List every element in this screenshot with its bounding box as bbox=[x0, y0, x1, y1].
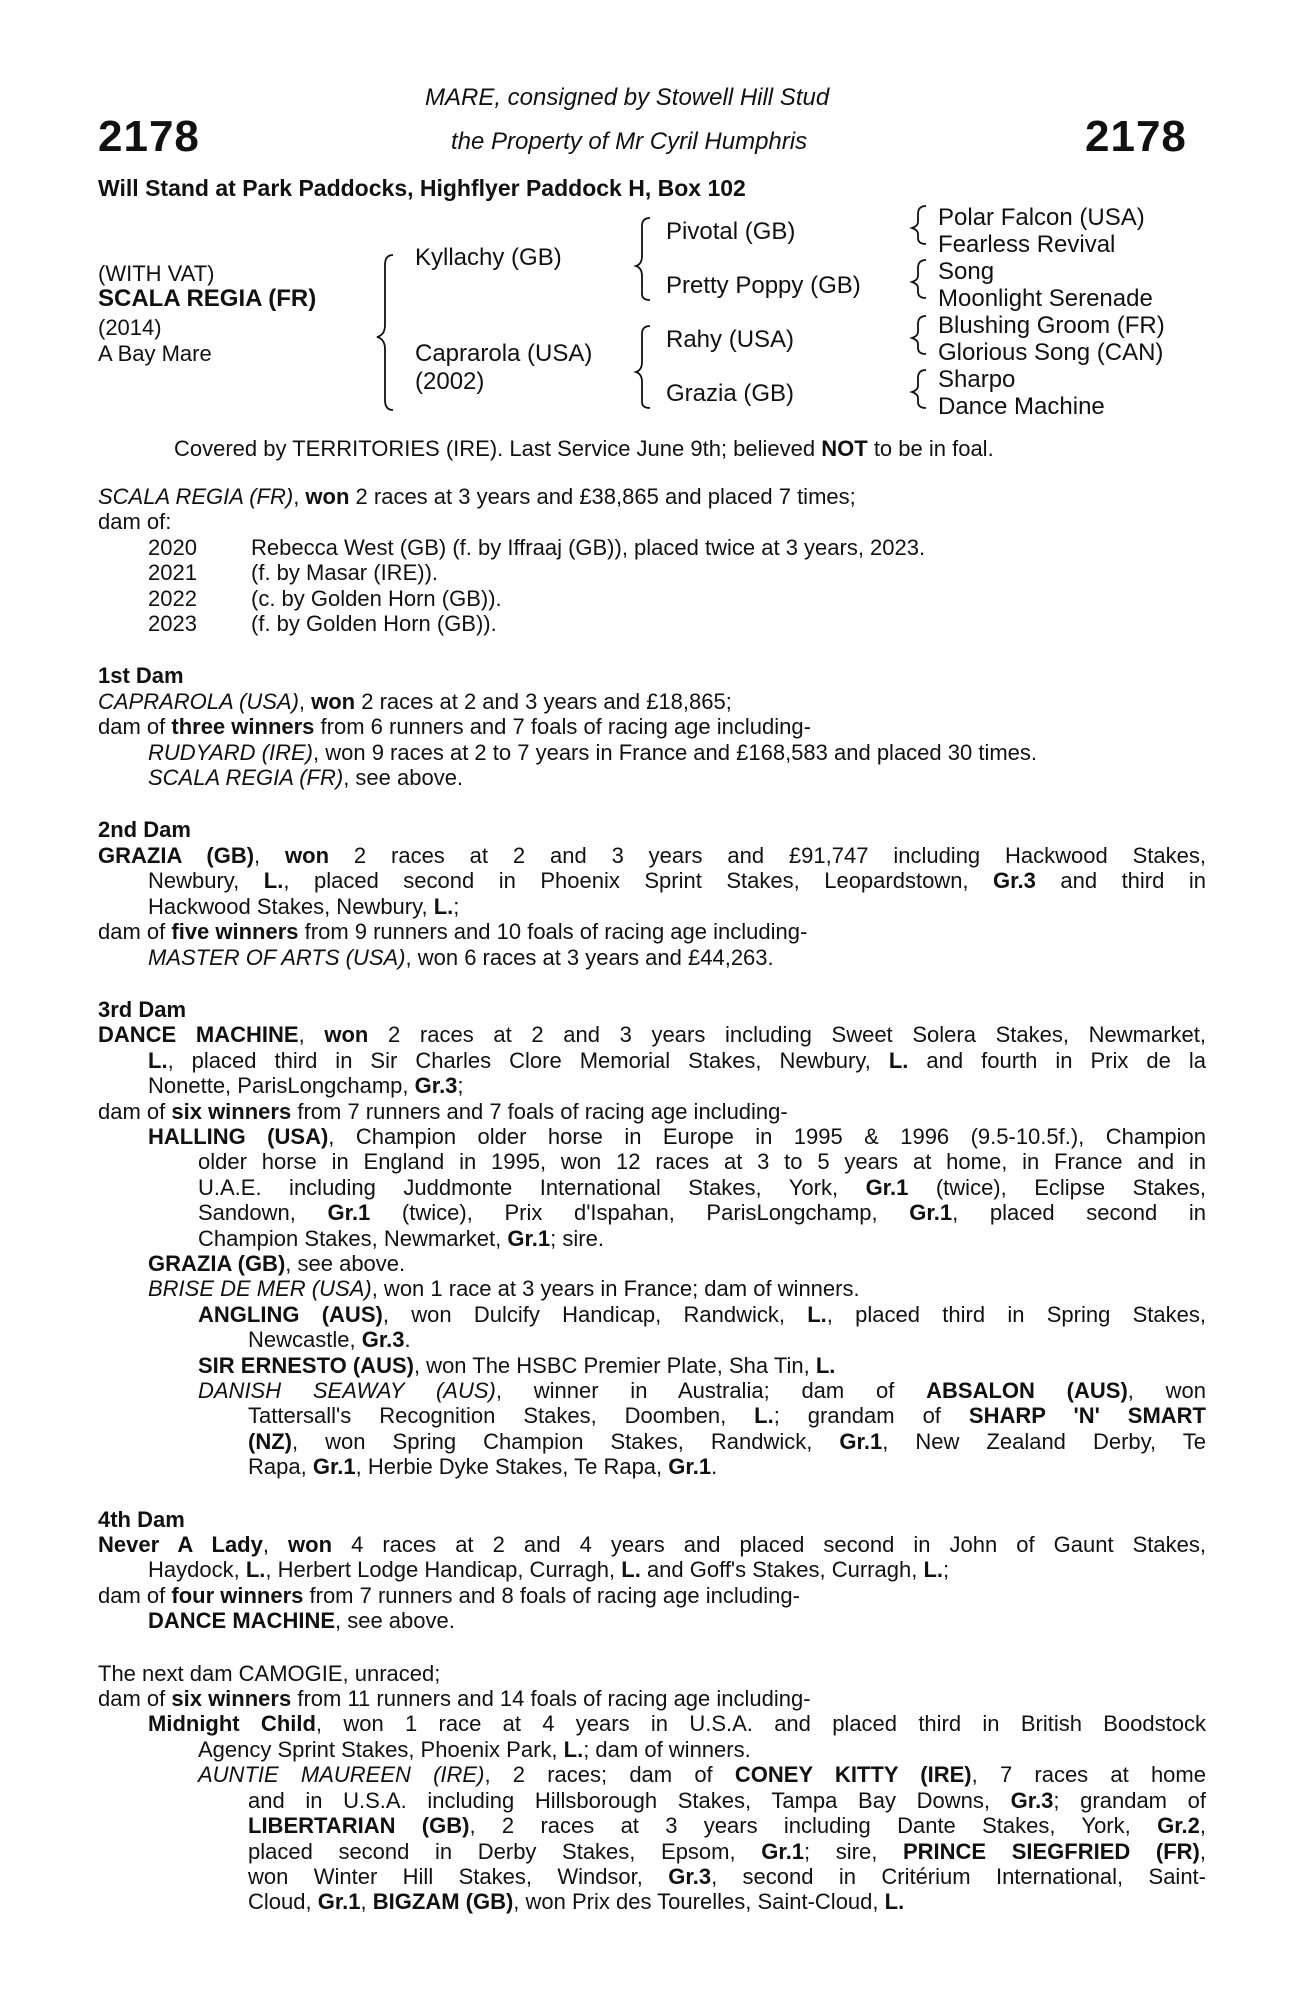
gg-sdd: Moonlight Serenade bbox=[938, 285, 1153, 312]
catalogue-body bbox=[98, 484, 1206, 1915]
section-heading: 2nd Dam bbox=[98, 817, 191, 843]
fourth-dam-section: 4th Dam Never A Lady, won 4 races at 2 and 4 years and placed second in John of Gaunt Stakes, Haydock, L., Herbert Lodge Handicap, Curragh, L. and Goff's Stakes, Curragh, L.; dam of four winners from 7 runners and 8 foals of racing age including- DANCE MACHINE, see above. bbox=[98, 1506, 1207, 1634]
section-heading: 4th Dam bbox=[98, 1506, 185, 1532]
gg-ssd: Fearless Revival bbox=[938, 231, 1116, 258]
first-dam-section: 1st Dam CAPRAROLA (USA), won 2 races at 2 and 3 years and £18,865; dam of three winners from 6 runners and 7 foals of racing age including- RUDYARD (IRE), won 9 races at 2 to 7 years in France and £168,583 and placed 30 times. SCALA REGIA (FR), see above. bbox=[98, 663, 1206, 790]
next-dam-section: The next dam CAMOGIE, unraced; dam of six winners from 11 runners and 14 foals of racing age including- Midnight Child, won 1 race at 4 years in U.S.A. and placed third in British Boodstock Agency Sprint Stakes, Phoenix Park, L.; dam of winners. AUNTIE MAUREEN (IRE), 2 races; dam of CONEY KITTY (IRE), 7 races at home and in U.S.A. including Hillsborough Stakes, Tampa Bay Downs, Gr.3; grandam of LIBERTARIAN (GB), 2 races at 3 years including Dante Stakes, York, Gr.2, placed second in Derby Stakes, Epsom, Gr.1; sire, PRINCE SIEGFRIED (FR), won Winter Hill Stakes, Windsor, Gr.3, second in Critérium International, Saint- Cloud, Gr.1, BIGZAM (GB), won Prix des Tourelles, Saint-Cloud, L. bbox=[98, 1660, 1207, 1915]
consignor-line: MARE, consigned by Stowell Hill Stud bbox=[425, 84, 830, 111]
third-dam-section: 3rd Dam DANCE MACHINE, won 2 races at 2 and 3 years including Sweet Solera Stakes, Newmarket, L., placed third in Sir Charles Clore Memorial Stakes, Newbury, L. and fourth in Prix de la Nonette, ParisLongchamp, Gr.3; dam of six winners from 7 runners and 7 foals of racing age including- HALLING (USA), Champion older horse in Europe in 1995 & 1996 (9.5-10.5f.), Champion older horse in England in 1995, won 12 races at 3 to 5 years at home, in France and in U.A.E. including Juddmonte International Stakes, York, Gr.1 (twice), Eclipse Stakes, Sandown, Gr.1 (twice), Prix d'Ispahan, ParisLongchamp, Gr.1, placed second in Champion Stakes, Newmarket, Gr.1; sire. GRAZIA (GB), see above. BRISE DE MER (USA), won 1 race at 3 years in France; dam of winners. ANGLING (AUS), won Dulcify Handicap, Randwick, L., placed third in Spring Stakes, Newcastle, Gr.3. SIR ERNESTO (AUS), won The HSBC Premier Plate, Sha Tin, L. DANISH SEAWAY (AUS), winner in Australia; dam of ABSALON (AUS), won Tattersall's Recognition Stakes, Doomben, L.; grandam of SHARP 'N' SMART (NZ), won Spring Champion Stakes, Randwick, Gr.1, New Zealand Derby, Te Rapa, Gr.1, Herbie Dyke Stakes, Te Rapa, Gr.1. bbox=[98, 996, 1207, 1480]
stand-location: Will Stand at Park Paddocks, Highflyer Paddock H, Box 102 bbox=[98, 175, 746, 201]
horse-desc: A Bay Mare bbox=[98, 341, 212, 366]
dam-dam: Grazia (GB) bbox=[666, 380, 795, 407]
intro-section: SCALA REGIA (FR), won 2 races at 3 years and £38,865 and placed 7 times; dam of: 2020 Rebecca West (GB) (f. by Iffraaj (GB)), placed twice at 3 years, 2023. 2021 (f. by Masar (IRE)). 2022 (c. by Golden Horn (GB)). 2023 (f. by Golden Horn (GB)). bbox=[98, 484, 926, 637]
sire-dam: Pretty Poppy (GB) bbox=[666, 272, 861, 299]
gg-sds: Song bbox=[938, 258, 995, 285]
second-dam-section: 2nd Dam GRAZIA (GB), won 2 races at 2 and 3 years and £91,747 including Hackwood Stakes, Newbury, L., placed second in Phoenix Sprint Stakes, Leopardstown, Gr.3 and third in Hackwood Stakes, Newbury, L.; dam of five winners from 9 runners and 10 foals of racing age including- MASTER OF ARTS (USA), won 6 races at 3 years and £44,263. bbox=[98, 817, 1206, 970]
horse-year: (2014) bbox=[98, 315, 162, 340]
gg-dss: Blushing Groom (FR) bbox=[938, 312, 1165, 339]
horse-name: SCALA REGIA (FR) bbox=[98, 285, 317, 312]
gg-sss: Polar Falcon (USA) bbox=[938, 204, 1145, 231]
dam-year: (2002) bbox=[415, 368, 485, 395]
vat-note: (WITH VAT) bbox=[98, 261, 215, 286]
gg-ddd: Dance Machine bbox=[938, 393, 1105, 420]
dam-sire: Rahy (USA) bbox=[666, 326, 795, 353]
section-heading: 1st Dam bbox=[98, 663, 184, 689]
dam: Caprarola (USA) bbox=[415, 340, 593, 367]
sire-sire: Pivotal (GB) bbox=[666, 218, 796, 245]
lot-number-right: 2178 bbox=[1085, 112, 1187, 161]
property-line: the Property of Mr Cyril Humphris bbox=[451, 128, 808, 155]
lot-number-left: 2178 bbox=[98, 112, 200, 161]
gg-dsd: Glorious Song (CAN) bbox=[938, 339, 1164, 366]
gg-dds: Sharpo bbox=[938, 366, 1016, 393]
section-heading: 3rd Dam bbox=[98, 996, 187, 1022]
sire: Kyllachy (GB) bbox=[415, 244, 562, 271]
covered-note: Covered by TERRITORIES (IRE). Last Service June 9th; believed NOT to be in foal. bbox=[174, 436, 994, 461]
